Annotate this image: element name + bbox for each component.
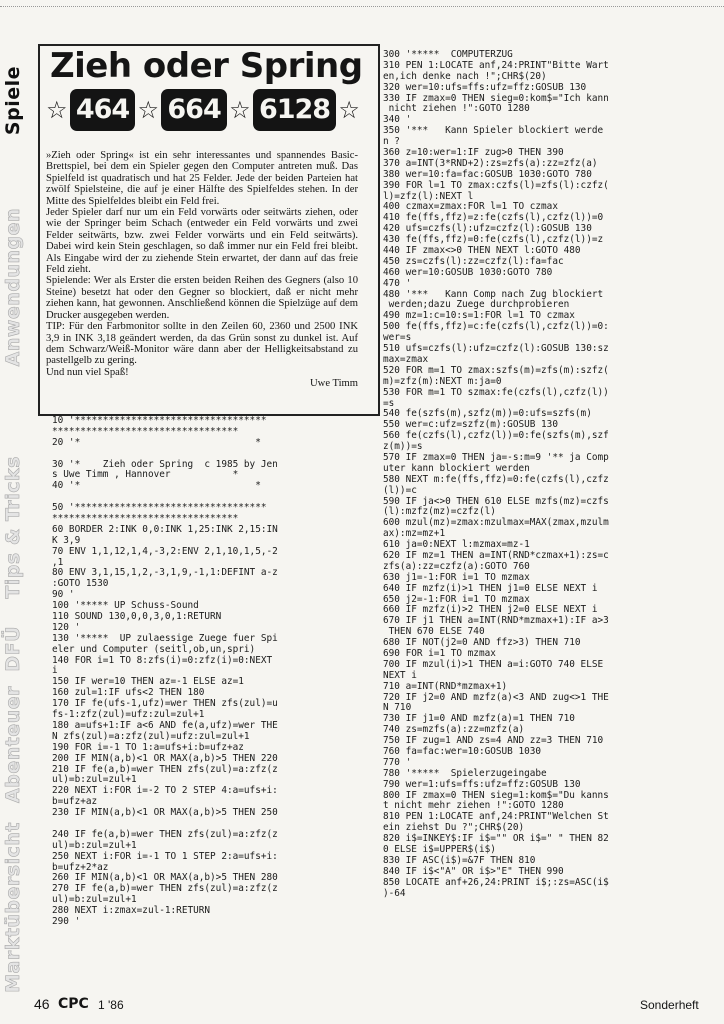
code-line: 840 IF i$<"A" OR i$>"E" THEN 990 (383, 865, 564, 877)
code-line: 520 FOR m=1 TO zmax:szfs(m)=zfs(m):szfz( (383, 364, 609, 376)
code-line: 360 z=10:wer=1:IF zug>0 THEN 390 (383, 147, 564, 159)
code-line: 660 IF mzfz(i)>2 THEN j2=0 ELSE NEXT i (383, 604, 598, 616)
sidebar-item-marktuebersicht: Marktübersicht (2, 822, 24, 993)
basic-listing-left (52, 416, 372, 928)
code-line: 760 fa=fac:wer=10:GOSUB 1030 (383, 746, 542, 757)
code-line: eler und Computer (seitl,ob,un,spri) (52, 643, 256, 655)
code-line: 830 IF ASC(i$)=&7F THEN 810 (383, 854, 536, 866)
code-line: 380 wer=10:fa=fac:GOSUB 1030:GOTO 780 (383, 168, 592, 180)
code-line: 490 mz=1:c=10:s=1:FOR l=1 TO czmax (383, 310, 575, 322)
code-line: ********************************* (52, 513, 239, 525)
code-line: 150 IF wer=10 THEN az=-1 ELSE az=1 (52, 676, 244, 688)
intro-paragraph: Jeder Spieler darf nur um ein Feld vorwärts oder seitwärts ziehen, oder wie der Springer beim Schach (entweder ein Feld vorwärts und zwei Felder seitwärts, bzw. zwei Felder vorwärts und ein Feld seitwärts). Dabei wird kein Stein geschlagen, so daß immer nur ein Feld frei bleibt. Als Eingabe wird der zu ziehende Stein erwartet, der dann auf das freie Feld zieht. (46, 207, 358, 276)
code-line: 780 '***** Spielerzugeingabe (383, 767, 547, 779)
code-line: 440 IF zmax<>0 THEN NEXT l:GOTO 480 (383, 245, 581, 257)
code-line: 710 a=INT(RND*mzmax+1) (383, 680, 508, 692)
code-line: 200 IF MIN(a,b)<1 OR MAX(a,b)>5 THEN 220 (52, 752, 278, 764)
code-line: 100 '***** UP Schuss-Sound (52, 600, 199, 612)
code-line: 320 wer=10:ufs=ffs:ufz=ffz:GOSUB 130 (383, 81, 587, 93)
code-line: 120 ' (52, 621, 81, 633)
code-line: m)=zfz(m):NEXT m:ja=0 (383, 375, 502, 387)
code-line (52, 449, 372, 460)
code-line: 210 IF fe(a,b)=wer THEN zfs(zul)=a:zfz(z (52, 763, 278, 775)
code-line: 110 SOUND 130,0,0,3,0,1:RETURN (52, 611, 222, 623)
code-line: 850 LOCATE anf+26,24:PRINT i$;:zs=ASC(i$ (383, 876, 609, 888)
code-line: 10 '********************************** (52, 415, 267, 426)
code-line: 410 fe(ffs,ffz)=z:fe(czfs(l),czfz(l))=0 (383, 212, 604, 224)
code-line: ax):mz=mz+1 (383, 528, 446, 540)
top-rule (0, 6, 724, 7)
code-line: 510 ufs=czfs(l):ufz=czfz(l):GOSUB 130:sz (383, 343, 609, 355)
code-line: l)=zfz(l):NEXT l (383, 190, 474, 202)
magazine-logo: CPC (58, 996, 89, 1012)
sidebar-item-spiele: Spiele (2, 66, 24, 136)
code-line: s Uwe Timm , Hannover * (52, 469, 239, 481)
code-line: 730 IF j1=0 AND mzfz(a)=1 THEN 710 (383, 713, 575, 725)
sidebar-item-abenteuer: Abenteuer (2, 686, 24, 803)
code-line: z(m))=s (383, 441, 423, 453)
code-line: ,1 (52, 556, 64, 568)
code-line: 80 ENV 3,1,15,1,2,-3,1,9,-1,1:DEFINT a-z (52, 567, 278, 579)
code-line: 820 i$=INKEY$:IF i$="" OR i$=" " THEN 82 (383, 833, 609, 845)
system-badges (46, 86, 360, 134)
code-line: 680 IF NOT(j2=0 AND ffz>3) THEN 710 (383, 637, 581, 649)
code-line: 610 ja=0:NEXT l:mzmax=mz-1 (383, 539, 530, 551)
code-line: 330 IF zmax=0 THEN sieg=0:kom$="Ich kann (383, 92, 609, 104)
code-line: zfs(a):zz=czfz(a):GOTO 760 (383, 560, 530, 572)
code-line: 70 ENV 1,1,12,1,4,-3,2:ENV 2,1,10,1,5,-2 (52, 545, 278, 557)
code-line: 40 '* * (52, 480, 261, 492)
code-line: 370 a=INT(3*RND+2):zs=zfs(a):zz=zfz(a) (383, 157, 598, 169)
code-line: ********************************* (52, 425, 239, 437)
code-line: 560 fe(czfs(l),czfz(l))=0:fe(szfs(m),szf (383, 430, 609, 442)
code-line: i (52, 665, 58, 677)
code-line: 340 ' (383, 114, 412, 126)
badge-cpc464: 464 (70, 89, 135, 131)
code-line: b=ufz+2*az (52, 861, 109, 873)
code-line: 530 FOR m=1 TO szmax:fe(czfs(l),czfz(l)) (383, 386, 609, 398)
code-line: ul)=b:zul=zul+1 (52, 894, 137, 906)
page-number: 46 (34, 996, 50, 1012)
code-line: 620 IF mz=1 THEN a=INT(RND*czmax+1):zs=c (383, 549, 609, 561)
code-line: 90 ' (52, 589, 75, 601)
code-line: ein ziehst Du ?";CHR$(20) (383, 822, 525, 834)
code-line: t nicht mehr ziehen !":GOTO 1280 (383, 800, 564, 812)
code-line: 270 IF fe(a,b)=wer THEN zfs(zul)=a:zfz(z (52, 883, 278, 895)
code-line: 300 '***** COMPUTERZUG (383, 49, 513, 60)
code-line: NEXT i (383, 669, 417, 681)
intro-paragraph: Und nun viel Spaß! (46, 366, 129, 378)
code-line: 750 IF zug=1 AND zs=4 AND zz=3 THEN 710 (383, 735, 604, 747)
code-line: 740 zs=mzfs(a):zz=mzfz(a) (383, 724, 525, 736)
star-icon: ☆ (137, 96, 160, 124)
code-line: 810 PEN 1:LOCATE anf,24:PRINT"Welchen St (383, 811, 609, 823)
intro-paragraph: TIP: Für den Farbmonitor sollte in den Zeilen 60, 2360 und 2500 INK 3,9 in INK 3,18 geändert werden, da das Grün sonst zu dunkel ist. Auf dem Schwarz/Weiß-Monitor wäre dann aber der Helligkeitsabstand zu pastellgelb zu gering. (46, 321, 358, 367)
intro-paragraph: »Zieh oder Spring« ist ein sehr interessantes und spannendes Basic-Brettspiel, bei dem ein Spieler gegen den Computer antreten muß. Das Spielfeld ist quadratisch und hat 25 Felder. Jede der beiden Parteien hat zwölf Spielsteine, die auf je einer Hälfte des Spielfeldes stehen. In der Mitte des Spielfeldes bleibt ein Feld frei. (46, 150, 358, 207)
code-line: nicht ziehen !":GOTO 1280 (383, 103, 530, 115)
code-line: 220 NEXT i:FOR i=-2 TO 2 STEP 4:a=ufs+i: (52, 785, 278, 797)
code-line: 460 wer=10:GOSUB 1030:GOTO 780 (383, 266, 553, 278)
code-line: 390 FOR l=1 TO zmax:czfs(l)=zfs(l):czfz( (383, 179, 609, 191)
code-line: (l))=c (383, 484, 417, 496)
code-line: 280 NEXT i:zmax=zul-1:RETURN (52, 905, 211, 917)
code-line: 350 '*** Kann Spieler blockiert werde (383, 125, 604, 137)
code-line: 30 '* Zieh oder Spring c 1985 by Jen (52, 458, 278, 470)
code-line: en,ich denke nach !";CHR$(20) (383, 70, 547, 82)
code-line: THEN 670 ELSE 740 (383, 626, 485, 638)
code-line: 250 NEXT i:FOR i=-1 TO 1 STEP 2:a=ufs+i: (52, 850, 278, 862)
star-icon: ☆ (229, 96, 251, 124)
sidebar-item-anwendungen: Anwendungen (2, 208, 24, 367)
code-line: N zfs(zul)=a:zfz(zul)=ufz:zul=zul+1 (52, 730, 250, 742)
code-line: 180 a=ufs+1:IF a<6 AND fe(a,ufz)=wer THE (52, 719, 278, 731)
code-line: 470 ' (383, 277, 412, 289)
code-line: 650 j2=-1:FOR i=1 TO mzmax (383, 593, 530, 605)
code-line: 240 IF fe(a,b)=wer THEN zfs(zul)=a:zfz(z (52, 828, 278, 840)
badge-cpc6128: 6128 (253, 89, 336, 131)
badge-cpc664: 664 (161, 89, 226, 131)
code-line: =s (383, 397, 395, 409)
code-line: 630 j1=-1:FOR i=1 TO mzmax (383, 571, 530, 583)
code-line: 170 IF fe(ufs-1,ufz)=wer THEN zfs(zul)=u (52, 698, 278, 710)
code-line: :GOTO 1530 (52, 578, 109, 590)
code-line: wer=s (383, 332, 412, 344)
code-line: max=zmax (383, 353, 429, 365)
code-line: N 710 (383, 702, 412, 714)
edition-label: Sonderheft (640, 998, 699, 1012)
code-line: 600 mzul(mz)=zmax:mzulmax=MAX(zmax,mzulm (383, 517, 609, 529)
code-line: 0 ELSE i$=UPPER$(i$) (383, 844, 496, 856)
code-line: K 3,9 (52, 534, 81, 546)
code-line: b=ufz+az (52, 796, 98, 808)
code-line: 550 wer=c:ufz=szfz(m):GOSUB 130 (383, 419, 558, 431)
issue-number: 1 '86 (98, 998, 124, 1012)
code-line: 540 fe(szfs(m),szfz(m))=0:ufs=szfs(m) (383, 408, 592, 420)
code-line: 500 fe(ffs,ffz)=c:fe(czfs(l),czfz(l))=0: (383, 321, 609, 333)
code-line: 580 NEXT m:fe(ffs,ffz)=0:fe(czfs(l),czfz (383, 473, 609, 485)
intro-paragraph: Spielende: Wer als Erster die ersten beiden Reihen des Gegners (also 10 Steine) besetzt hat oder den Gegner so blockiert, daß er nicht mehr ziehen kann, hat gewonnen. Anschließend können die Spielzüge auf dem Drucker ausgegeben werden. (46, 275, 358, 321)
page-footer (0, 996, 724, 1016)
article-author: Uwe Timm (310, 378, 358, 390)
code-line: n ? (383, 136, 400, 148)
code-line: 190 FOR i=-1 TO 1:a=ufs+i:b=ufz+az (52, 741, 244, 753)
star-icon: ☆ (338, 96, 360, 124)
code-line: 430 fe(ffs,ffz)=0:fe(czfs(l),czfz(l))=z (383, 234, 604, 246)
code-line: 140 FOR i=1 TO 8:zfs(i)=0:zfz(i)=0:NEXT (52, 654, 273, 666)
code-line: 670 IF j1 THEN a=INT(RND*mzmax+1):IF a>3 (383, 615, 609, 627)
code-line: uter kann blockiert werden (383, 462, 530, 474)
sidebar-item-dfue: DFÜ (2, 626, 24, 672)
code-line: 480 '*** Kann Comp nach Zug blockiert (383, 288, 604, 300)
code-line: )-64 (383, 887, 406, 899)
code-line: 230 IF MIN(a,b)<1 OR MAX(a,b)>5 THEN 250 (52, 807, 278, 819)
code-line: fs-1:zfz(zul)=ufz:zul=zul+1 (52, 709, 205, 721)
code-line: ul)=b:zul=zul+1 (52, 774, 137, 786)
code-line: ul)=b:zul=zul+1 (52, 839, 137, 851)
code-line: 290 ' (52, 915, 81, 927)
code-line: 800 IF zmax=0 THEN sieg=1:kom$="Du kanns (383, 789, 609, 801)
code-line: 130 '***** UP zulaessige Zuege fuer Spi (52, 632, 278, 644)
code-line: 60 BORDER 2:INK 0,0:INK 1,25:INK 2,15:IN (52, 523, 278, 535)
code-line: 20 '* * (52, 436, 261, 448)
code-line: werden;dazu Zuege durchprobieren (383, 299, 570, 311)
basic-listing-right (383, 50, 718, 899)
sidebar-item-tips-tricks: Tips & Tricks (2, 456, 24, 599)
code-line: 770 ' (383, 756, 412, 768)
article-title: Zieh oder Spring (50, 46, 363, 86)
code-line: 720 IF j2=0 AND mzfz(a)<3 AND zug<>1 THE (383, 691, 609, 703)
code-line: 570 IF zmax=0 THEN ja=-s:m=9 '** ja Comp (383, 451, 609, 463)
code-line: 690 FOR i=1 TO mzmax (383, 647, 496, 659)
code-line: 160 zul=1:IF ufs<2 THEN 180 (52, 687, 205, 699)
code-line: 590 IF ja<>0 THEN 610 ELSE mzfs(mz)=czfs (383, 495, 609, 507)
section-sidebar (0, 44, 34, 993)
code-line: 450 zs=czfs(l):zz=czfz(l):fa=fac (383, 255, 564, 267)
code-line: 700 IF mzul(i)>1 THEN a=i:GOTO 740 ELSE (383, 658, 604, 670)
code-line: 50 '********************************** (52, 502, 267, 514)
code-line: 420 ufs=czfs(l):ufz=czfz(l):GOSUB 130 (383, 223, 592, 235)
article-intro (46, 150, 358, 390)
code-line: 260 IF MIN(a,b)<1 OR MAX(a,b)>5 THEN 280 (52, 872, 278, 884)
star-icon: ☆ (46, 96, 68, 124)
code-line: 310 PEN 1:LOCATE anf,24:PRINT"Bitte Wart (383, 59, 609, 71)
code-line: 400 czmax=zmax:FOR l=1 TO czmax (383, 201, 558, 213)
code-line: (l):mzfz(mz)=czfz(l) (383, 506, 496, 518)
code-line: 640 IF mzfz(i)>1 THEN j1=0 ELSE NEXT i (383, 582, 598, 594)
code-line: 790 wer=1:ufs=ffs:ufz=ffz:GOSUB 130 (383, 778, 581, 790)
